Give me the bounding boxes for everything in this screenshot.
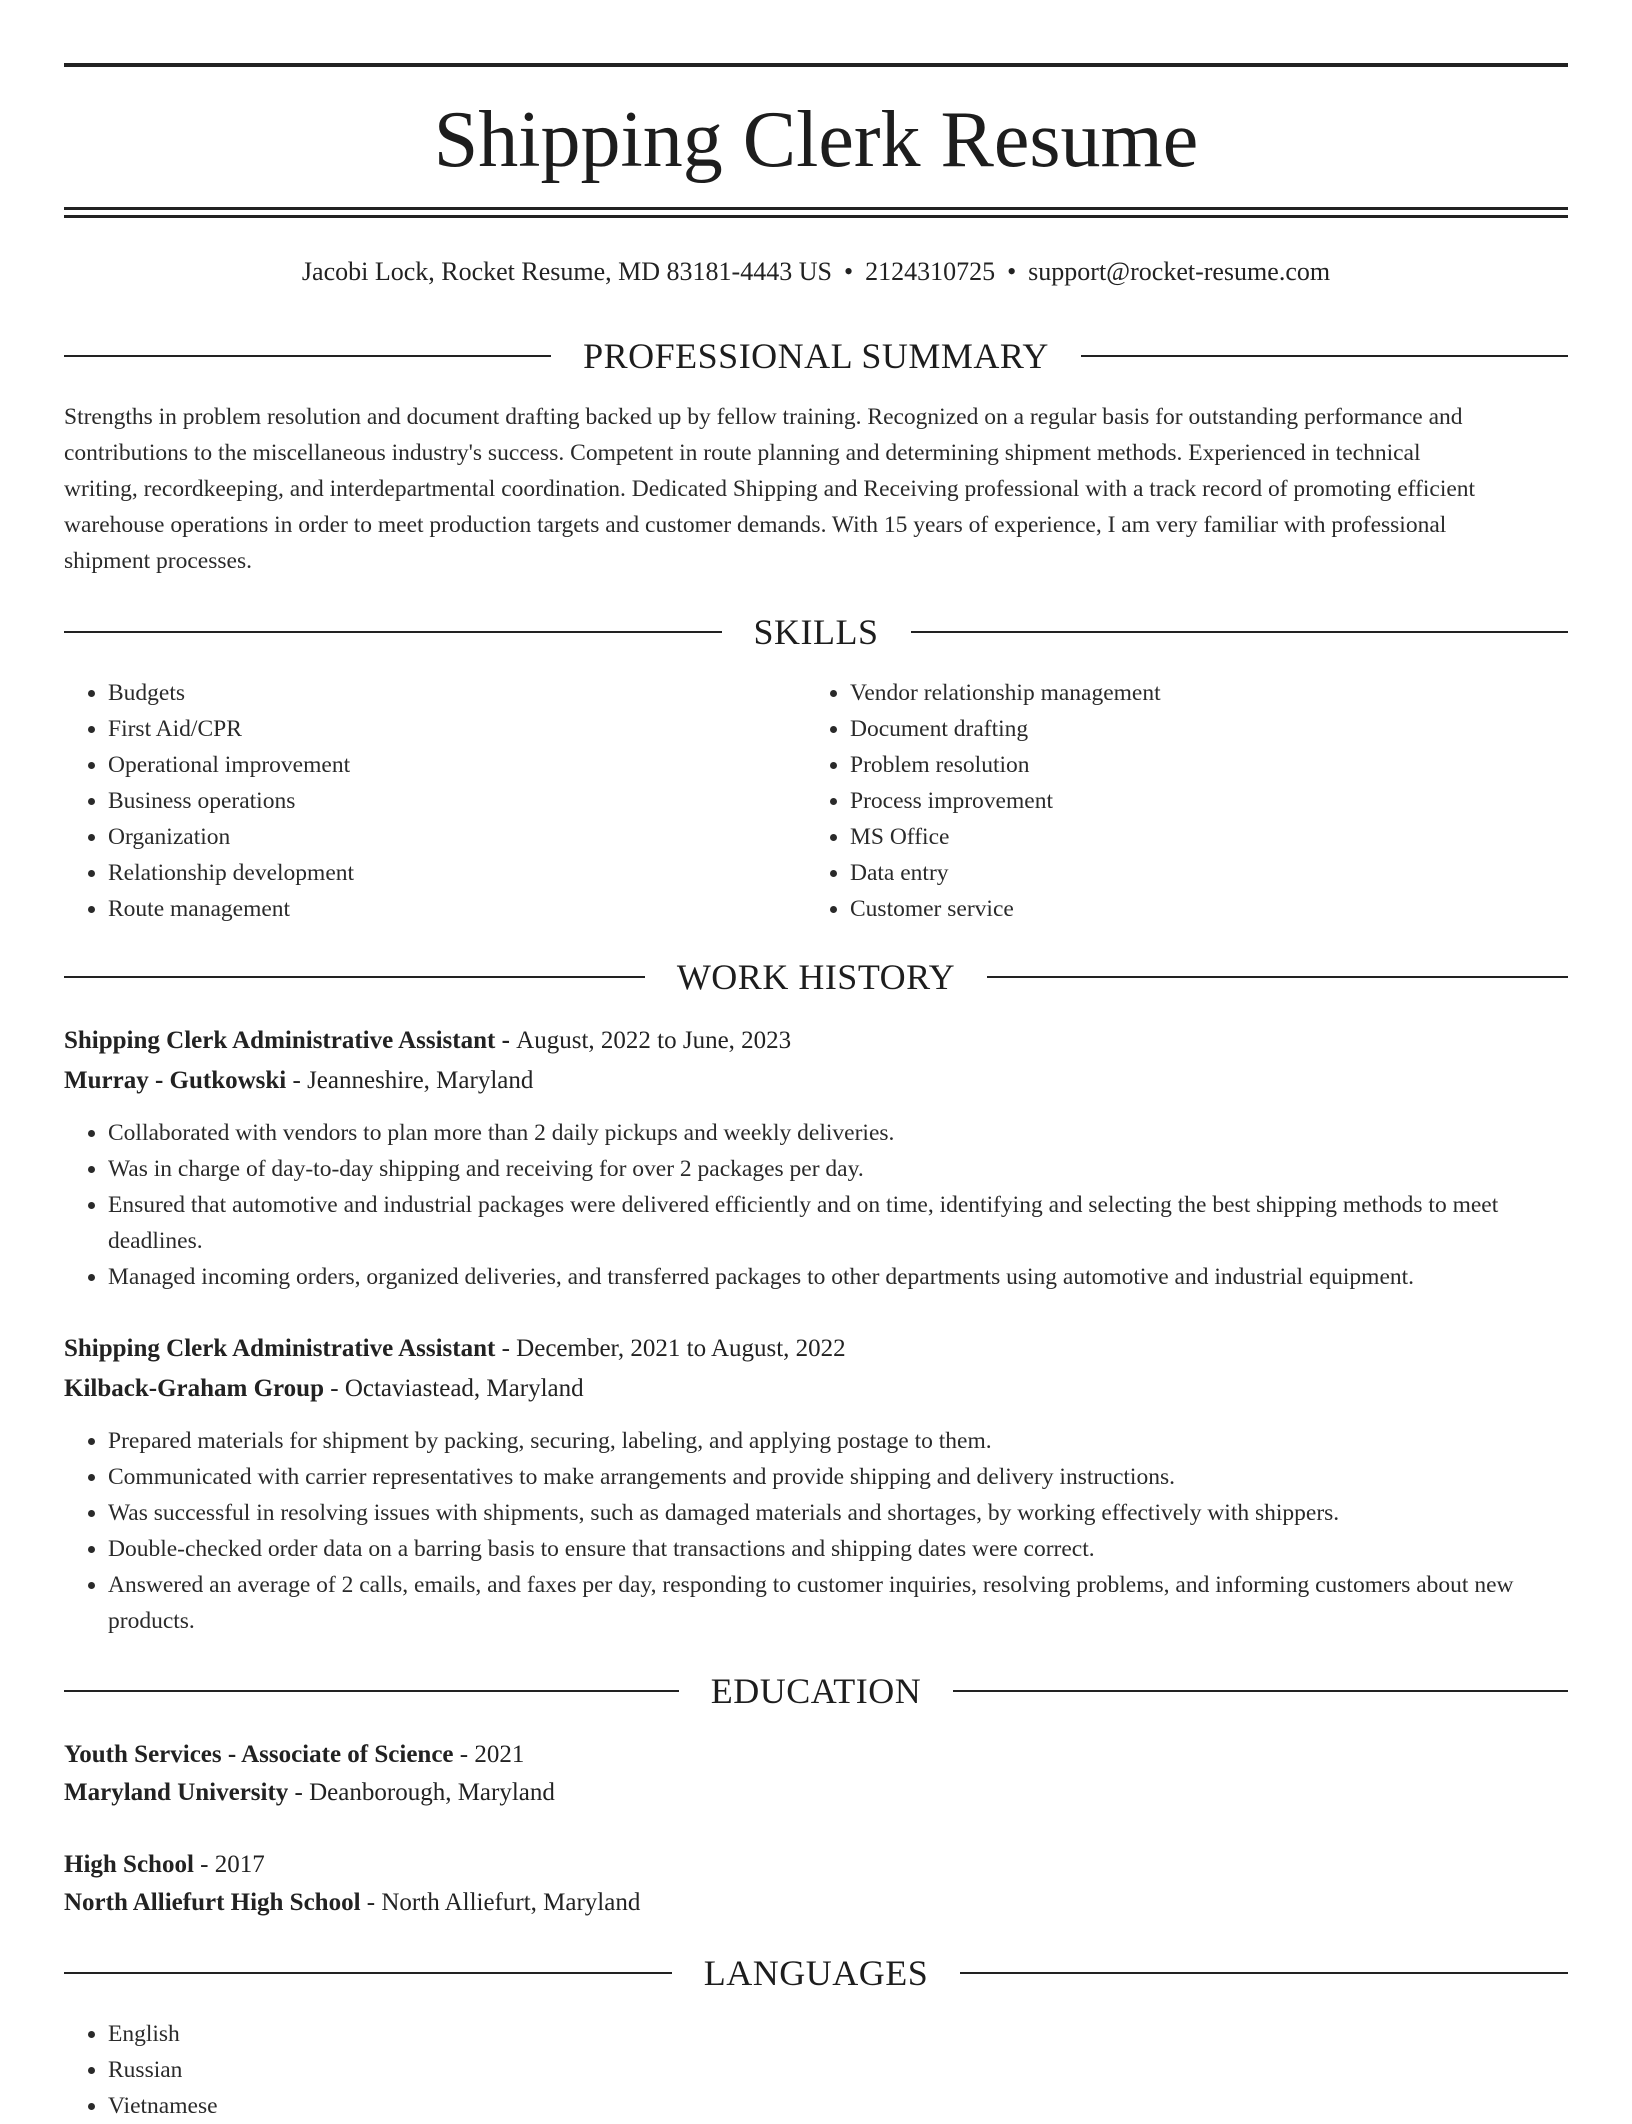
job-title-line: Shipping Clerk Administrative Assistant - August, 2022 to June, 2023 [64,1027,792,1054]
section-title: PROFESSIONAL SUMMARY [583,336,1049,376]
summary-paragraph [64,399,1568,579]
section-title: WORK HISTORY [676,957,956,997]
education-school: North Alliefurt High School [64,1889,361,1916]
education-degree-line: Youth Services - Associate of Science - 2021 [64,1741,525,1768]
section-heading-skills [64,610,1568,654]
section-heading-work [64,955,1568,999]
list-item: • Collaborated with vendors to plan more than 2 daily pickups and weekly deliveries. [108,1115,1568,1151]
list-item: • Data entry [850,855,1570,891]
list-item: • Relationship development [108,855,808,891]
list-item: • Customer service [850,891,1570,927]
education-year: 2021 [474,1741,525,1768]
list-item: • Document drafting [850,711,1570,747]
education-location: North Alliefurt, Maryland [381,1889,641,1916]
summary-line: shipment processes. [64,548,252,574]
list-item: • Route management [108,891,808,927]
list-item: • Ensured that automotive and industrial packages were delivered efficiently and on time, identifying and selecting the best shipping methods to meet deadlines. [108,1187,1568,1259]
list-item: • Operational improvement [108,747,808,783]
list-item: • Managed incoming orders, organized deliveries, and transferred packages to other departments using automotive and industrial equipment. [108,1259,1568,1295]
job-dates: December, 2021 to August, 2022 [516,1335,846,1362]
list-item: • Vendor relationship management [850,675,1570,711]
job-title-line: Shipping Clerk Administrative Assistant - December, 2021 to August, 2022 [64,1335,846,1362]
list-item: • MS Office [850,819,1570,855]
section-heading-education [64,1669,1568,1713]
job-dates: August, 2022 to June, 2023 [516,1027,792,1054]
header-bottom-rule-2 [64,215,1568,218]
list-item: • Answered an average of 2 calls, emails, and faxes per day, responding to customer inquiries, resolving problems, and informing customers about new products. [108,1567,1568,1639]
summary-line: Strengths in problem resolution and document drafting backed up by fellow training. Recognized on a regular basis for outstanding performance and [64,404,1463,430]
section-title: EDUCATION [710,1671,922,1711]
list-item: • Was in charge of day-to-day shipping and receiving for over 2 packages per day. [108,1151,1568,1187]
education-school-line: North Alliefurt High School - North Alliefurt, Maryland [64,1889,641,1916]
contact-phone: 2124310725 [865,257,996,286]
education-degree: High School [64,1851,194,1878]
job-company-line: Kilback-Graham Group - Octaviastead, Maryland [64,1375,584,1402]
list-item: • Double-checked order data on a barring basis to ensure that transactions and shipping dates were correct. [108,1531,1568,1567]
languages-list [64,2016,808,2124]
section-heading-languages [64,1951,1568,1995]
summary-line: writing, recordkeeping, and interdepartmental coordination. Dedicated Shipping and Receiving professional with a track record of promoting efficient [64,476,1476,502]
job-company: Murray - Gutkowski [64,1067,287,1094]
list-item: • Problem resolution [850,747,1570,783]
list-item: • Budgets [108,675,808,711]
section-heading-summary [64,334,1568,378]
job-location: Jeanneshire, Maryland [307,1067,534,1094]
list-item: • Communicated with carrier representatives to make arrangements and provide shipping and delivery instructions. [108,1459,1568,1495]
header-top-rule [64,63,1568,67]
job-company: Kilback-Graham Group [64,1375,324,1402]
list-item: • Was successful in resolving issues with shipments, such as damaged materials and shortages, by working effectively with shippers. [108,1495,1568,1531]
job-bullets [64,1115,1568,1295]
list-item: • Process improvement [850,783,1570,819]
skills-list-left [64,675,808,927]
contact-address: Jacobi Lock, Rocket Resume, MD 83181-4443 US [301,257,832,286]
job-company-line: Murray - Gutkowski - Jeanneshire, Maryland [64,1067,534,1094]
job-title: Shipping Clerk Administrative Assistant [64,1335,496,1362]
job-location: Octaviastead, Maryland [344,1375,584,1402]
list-item: • Business operations [108,783,808,819]
list-item: • Organization [108,819,808,855]
education-degree: Youth Services - Associate of Science [64,1741,454,1768]
education-school: Maryland University [64,1779,289,1806]
summary-line: contributions to the miscellaneous industry's success. Competent in route planning and determining shipment methods. Experienced in technical [64,440,1421,466]
contact-separator: • [843,257,854,286]
header-bottom-rule-1 [64,207,1568,210]
education-degree-line: High School - 2017 [64,1851,265,1878]
job-bullets [64,1423,1568,1639]
section-title: SKILLS [753,612,879,652]
list-item: • Vietnamese [108,2088,808,2124]
contact-line [64,254,1568,290]
education-school-line: Maryland University - Deanborough, Maryland [64,1779,555,1806]
education-year: 2017 [214,1851,265,1878]
list-item: • Russian [108,2052,808,2088]
list-item: • English [108,2016,808,2052]
section-title: LANGUAGES [703,1953,929,1993]
summary-line: warehouse operations in order to meet production targets and customer demands. With 15 years of experience, I am very familiar with professional [64,512,1447,538]
list-item: • Prepared materials for shipment by packing, securing, labeling, and applying postage to them. [108,1423,1568,1459]
education-location: Deanborough, Maryland [309,1779,555,1806]
skills-list-right [806,675,1570,927]
contact-email: support@rocket-resume.com [1028,257,1331,286]
job-title: Shipping Clerk Administrative Assistant [64,1027,496,1054]
page-title: Shipping Clerk Resume [433,96,1199,184]
list-item: • First Aid/CPR [108,711,808,747]
contact-separator: • [1007,257,1017,286]
